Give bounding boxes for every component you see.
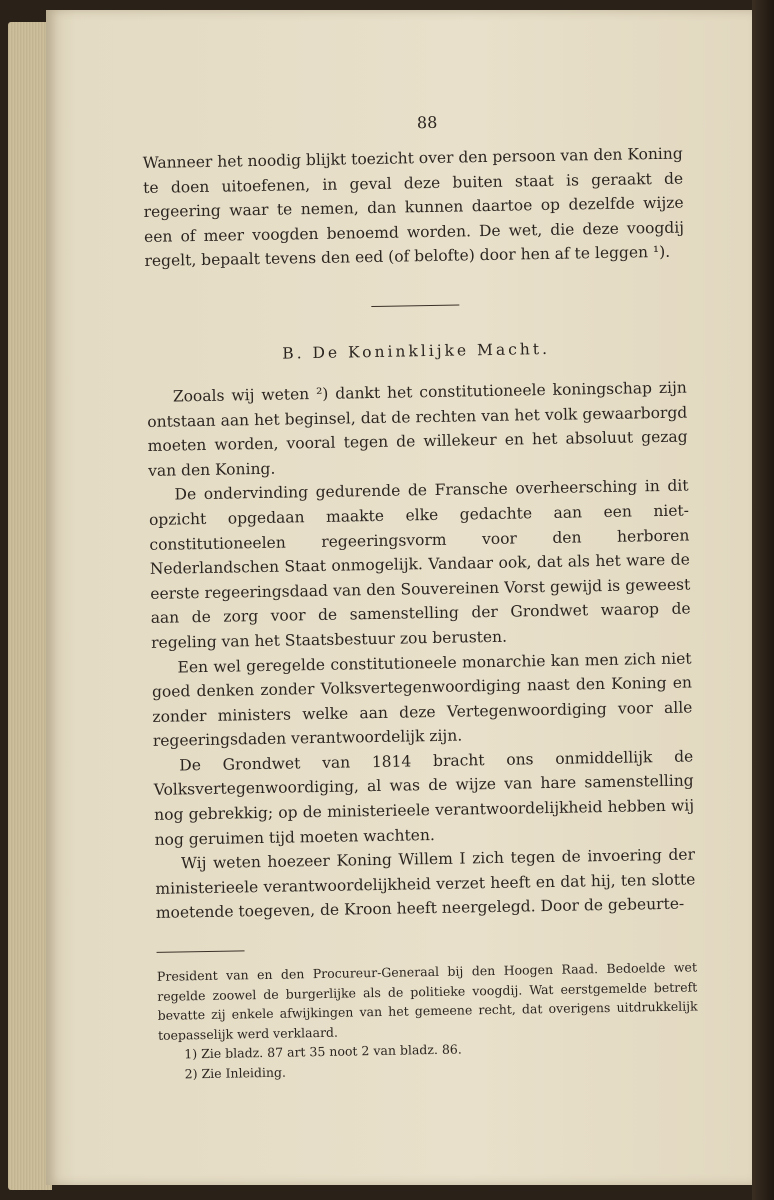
page-content [142,109,699,1084]
paragraph-guardianship: Wanneer het noodig blijkt toezicht over den persoon van den Koning te doen uitoefenen, in geval deze buiten staat is geraakt de regeering waar te nemen, dan kunnen daartoe op dezelfde wijze een of meer voogden benoemd worden. De wet, die deze voogdij regelt, bepaalt tevens den eed (of belofte) door hen af te leggen ¹). [142,144,685,271]
paragraph-constitutional-kingship: Zooals wij weten ²) dankt het constitutioneele koningschap zijn ontstaan aan het beginsel, dat de rechten van het volk gewaarborgd moeten worden, vooral tegen de willekeur en het absoluut gezag van den Koning. [147,378,688,480]
section-heading: B. De Koninklijke Macht. [282,339,551,363]
paragraph-grondwet-1814: De Grondwet van 1814 bracht ons onmiddellijk de Volksvertegenwoordiging, al was de wijze van hare samenstelling nog gebrekkig; op de ministerieele verantwoordelijkheid hebben wij nog geruimen tijd moeten wachten. [153,747,695,849]
paragraph-willem-i: Wij weten hoezeer Koning Willem I zich tegen de invoering der ministerieele verantwoordelijkheid verzet heeft en dat hij, ten slotte moetende toegeven, de Kroon heeft neergelegd. Door de gebeurte- [155,845,696,923]
paragraph-french-occupation: De ondervinding gedurende de Fransche overheersching in dit opzicht opgedaan maakte elke gedachte aan een niet-constitutioneelen regeeringsvorm voor den herboren Nederlandschen Staat onmogelijk. Vandaar ook, dat als het ware de eerste regeeringsdaad van den Souvereinen Vorst gewijd is geweest aan de zorg voor de samenstelling der Grondwet waarop de regeling van het Staatsbestuur zou berusten. [148,476,691,652]
footnote-rule [157,950,245,953]
book-cover-edge [752,0,774,1200]
paragraph-monarchy: Een wel geregelde constitutioneele monarchie kan men zich niet goed denken zonder Volksvertegenwoordiging naast den Koning en zonder ministers welke aan deze Vertegenwoordiging voor alle regeeringsdaden verantwoordelijk zijn. [151,648,693,751]
page-number: 88 [416,112,438,133]
footnote-continued: President van en den Procureur-Generaal bij den Hoogen Raad. Bedoelde wet regelde zoowel de burgerlijke als de politieke voogdij. Wat eerstgemelde betreft bevatte zij enkele afwijkingen van het gemeene recht, dat overigens uitdrukkelijk toepasselijk werd verklaard. [156,959,698,1043]
footnote-2: 2) Zie Inleiding. [184,1064,287,1081]
section-divider [371,304,459,307]
footnote-1: 1) Zie bladz. 87 art 35 noot 2 van bladz. 86. [184,1041,462,1062]
